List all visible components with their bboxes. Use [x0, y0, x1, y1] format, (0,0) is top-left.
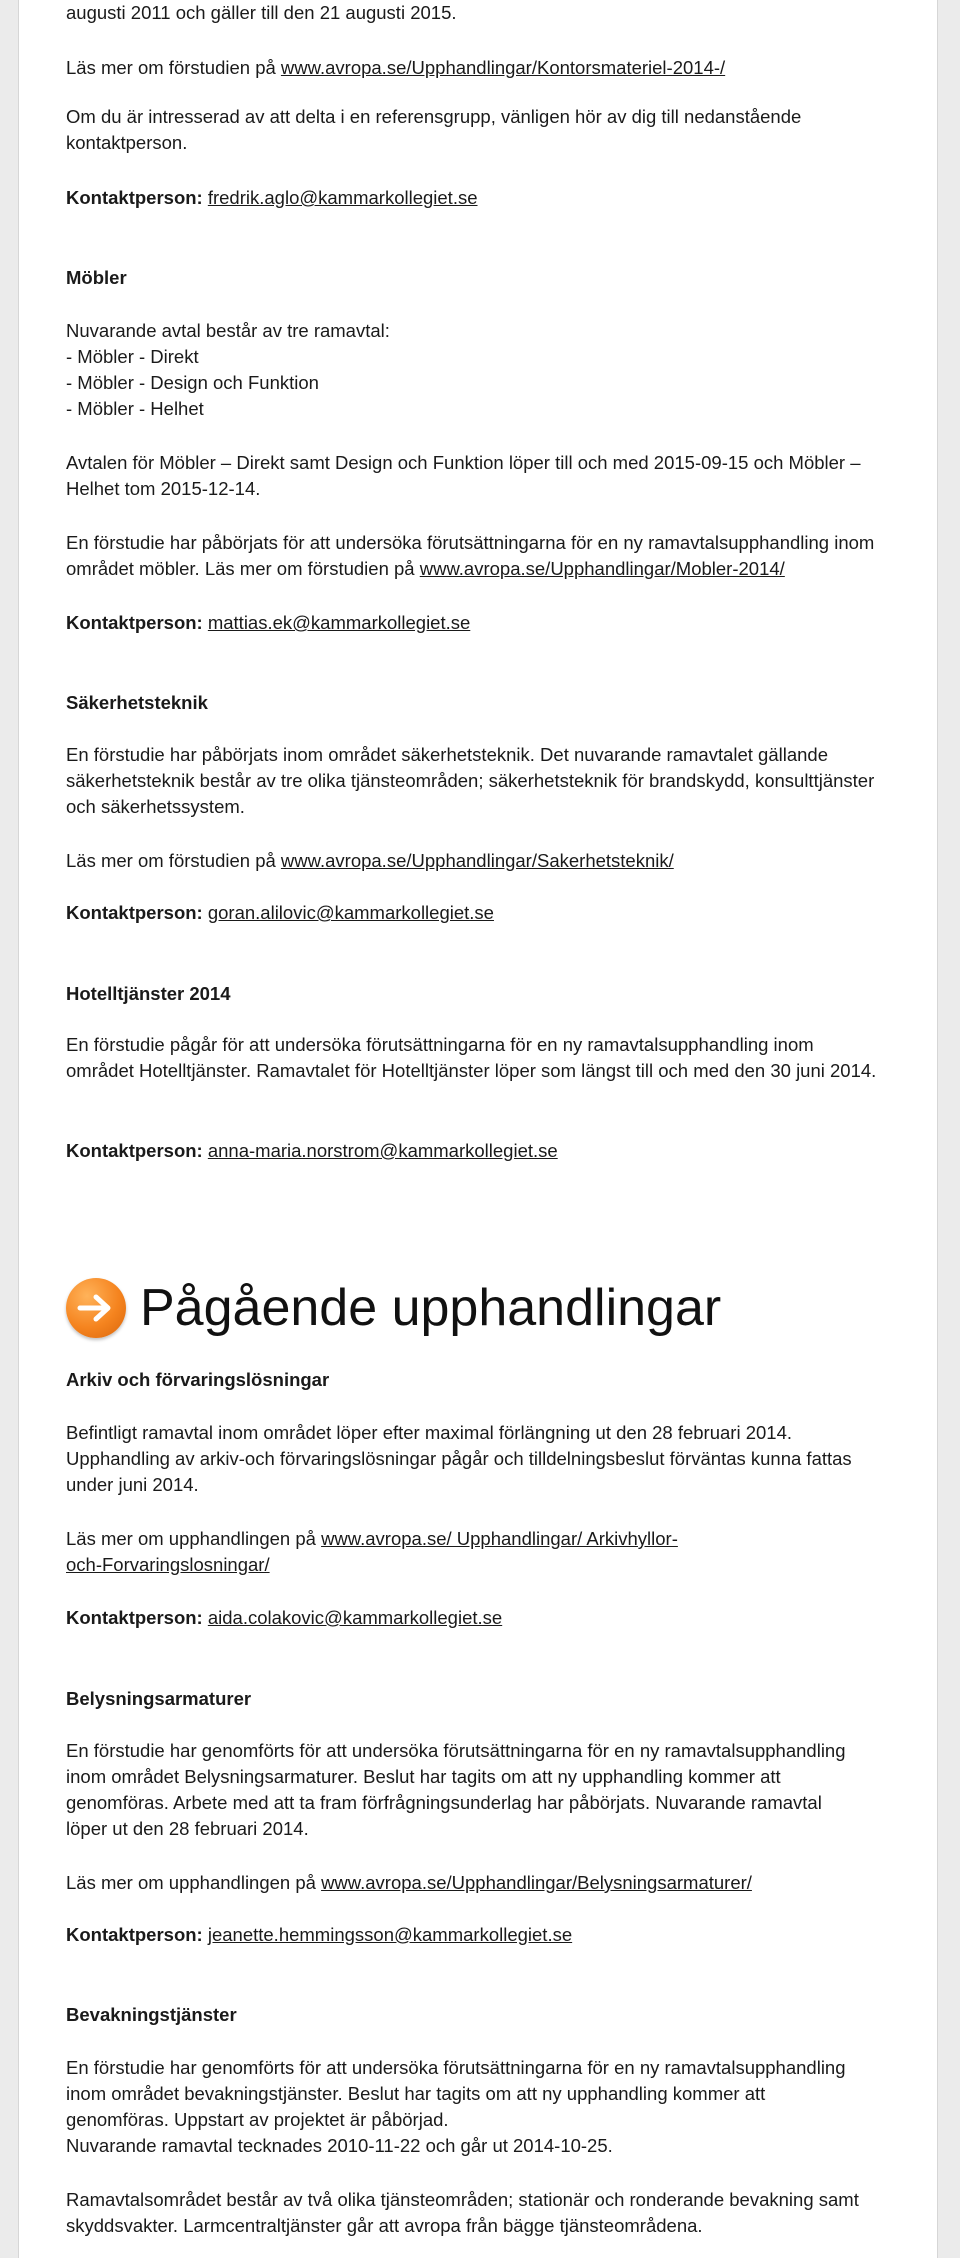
arrow-right-icon — [66, 1278, 126, 1338]
contact-email-link[interactable]: aida.colakovic@kammarkollegiet.se — [207, 1607, 503, 1628]
contact-label: Kontaktperson: — [66, 612, 203, 633]
arkiv-link[interactable]: www.avropa.se/ Upphandlingar/ Arkivhyllor- — [321, 1528, 678, 1549]
document-page — [18, 0, 938, 2258]
bevakning-text-last: Nuvarande ramavtal tecknades 2010-11-22 och går ut 2014-10-25. — [66, 2135, 613, 2156]
arkiv-contact — [66, 1605, 502, 1631]
bevakning-text: En förstudie har genomförts för att undersöka förutsättningarna för en ny ramavtalsupphandling inom området bevakningstjänster. Beslut har tagits om att ny upphandling kommer att genomföras. Uppstart av projektet är påbörjad. — [66, 2057, 846, 2130]
sakerhet-text: En förstudie har påbörjats inom området säkerhetsteknik. Det nuvarande ramavtalet gällande säkerhetsteknik består av tre olika tjänsteområden; säkerhetsteknik för brandskydd, konsulttjänster och säkerhetssystem. — [66, 744, 875, 817]
belysning-text: En förstudie har genomförts för att undersöka förutsättningarna för en ny ramavtalsupphandling inom området Belysningsarmaturer. Beslut har tagits om att ny upphandling kommer att genomföras. Arbete med att ta fram förfrågningsunderlag har påbörjats. Nuvarande ramavtal löper ut den 28 februari 2014. — [66, 1740, 846, 1839]
belysning-read-more: Läs mer om upphandlingen på www.avropa.se/Upphandlingar/Belysningsarmaturer/ — [66, 1872, 752, 1893]
intro-read-more — [66, 55, 725, 81]
contact-email-link[interactable]: fredrik.aglo@kammarkollegiet.se — [207, 187, 478, 208]
arkiv-link-cont[interactable]: och-Forvaringslosningar/ — [66, 1554, 270, 1575]
arkiv-text: Befintligt ramavtal inom området löper efter maximal förlängning ut den 28 februari 2014. Upphandling av arkiv-och förvaringslösningar pågår och tilldelningsbeslut förväntas kunna fattas under juni 2014. — [66, 1422, 852, 1495]
sakerhet-read-more: Läs mer om förstudien på www.avropa.se/Upphandlingar/Sakerhetsteknik/ — [66, 850, 674, 871]
contact-email-link[interactable]: goran.alilovic@kammarkollegiet.se — [207, 902, 494, 923]
ref-group-text: Om du är intresserad av att delta i en referensgrupp, vänligen hör av dig till nedanstående kontaktperson. — [66, 106, 802, 153]
arkiv-read-more-cont — [66, 1552, 270, 1578]
sakerhet-contact — [66, 900, 494, 926]
hotell-contact — [66, 1138, 558, 1164]
section-heading-hotell: Hotelltjänster 2014 — [66, 983, 231, 1004]
sakerhetsteknik-link[interactable]: www.avropa.se/Upphandlingar/Sakerhetsteknik/ — [280, 850, 674, 871]
contact-label: Kontaktperson: — [66, 902, 203, 923]
mobler-prestudy-text: En förstudie har påbörjats för att undersöka förutsättningarna för en ny ramavtalsupphandling inom området möbler. Läs mer om förstudien på www.avropa.se/Upphandlingar/Mobler-2014/ — [66, 532, 875, 579]
belysning-link[interactable]: www.avropa.se/Upphandlingar/Belysningsarmaturer/ — [321, 1872, 752, 1893]
contact-label: Kontaktperson: — [66, 1140, 203, 1161]
kontorsmateriel-link[interactable]: www.avropa.se/Upphandlingar/Kontorsmateriel-2014-/ — [280, 57, 726, 78]
mobler-agreement-text: Avtalen för Möbler – Direkt samt Design och Funktion löper till och med 2015-09-15 och Möbler – Helhet tom 2015-12-14. — [66, 452, 861, 499]
mobler-line: Nuvarande avtal består av tre ramavtal: — [66, 320, 390, 341]
read-more-prefix: Läs mer om förstudien på — [66, 57, 281, 78]
arkiv-read-more: Läs mer om upphandlingen på www.avropa.se/ Upphandlingar/ Arkivhyllor- — [66, 1528, 678, 1549]
contact-email-link[interactable]: anna-maria.norstrom@kammarkollegiet.se — [207, 1140, 558, 1161]
contact-email-link[interactable]: jeanette.hemmingsson@kammarkollegiet.se — [207, 1924, 573, 1945]
section-heading-mobler: Möbler — [66, 267, 127, 288]
intro-line: augusti 2011 och gäller till den 21 augusti 2015. — [66, 2, 457, 23]
hotell-text: En förstudie pågår för att undersöka förutsättningarna för en ny ramavtalsupphandling inom området Hotelltjänster. Ramavtalet för Hotelltjänster löper som längst till och med den 30 juni 2014. — [66, 1034, 877, 1081]
section-title: Pågående upphandlingar — [140, 1279, 722, 1337]
contact-label: Kontaktperson: — [66, 187, 203, 208]
section-heading-arkiv: Arkiv och förvaringslösningar — [66, 1369, 330, 1390]
mobler-line: - Möbler - Design och Funktion — [66, 372, 319, 393]
section-heading-sakerhetsteknik: Säkerhetsteknik — [66, 692, 208, 713]
contact-label: Kontaktperson: — [66, 1924, 203, 1945]
section-banner — [66, 1278, 721, 1338]
mobler-line: - Möbler - Direkt — [66, 346, 199, 367]
mobler-link[interactable]: www.avropa.se/Upphandlingar/Mobler-2014/ — [419, 558, 785, 579]
mobler-contact — [66, 610, 470, 636]
belysning-contact — [66, 1922, 572, 1948]
contact-email-link[interactable]: mattias.ek@kammarkollegiet.se — [207, 612, 471, 633]
bevakning-areas-text: Ramavtalsområdet består av två olika tjänsteområden; stationär och ronderande bevakning samt skyddsvakter. Larmcentraltjänster går att avropa från bägge tjänsteområdena. — [66, 2189, 859, 2236]
section-heading-bevakning: Bevakningstjänster — [66, 2004, 237, 2025]
intro-contact — [66, 185, 478, 211]
section-heading-belysning: Belysningsarmaturer — [66, 1688, 252, 1709]
contact-label: Kontaktperson: — [66, 1607, 203, 1628]
mobler-line: - Möbler - Helhet — [66, 398, 204, 419]
